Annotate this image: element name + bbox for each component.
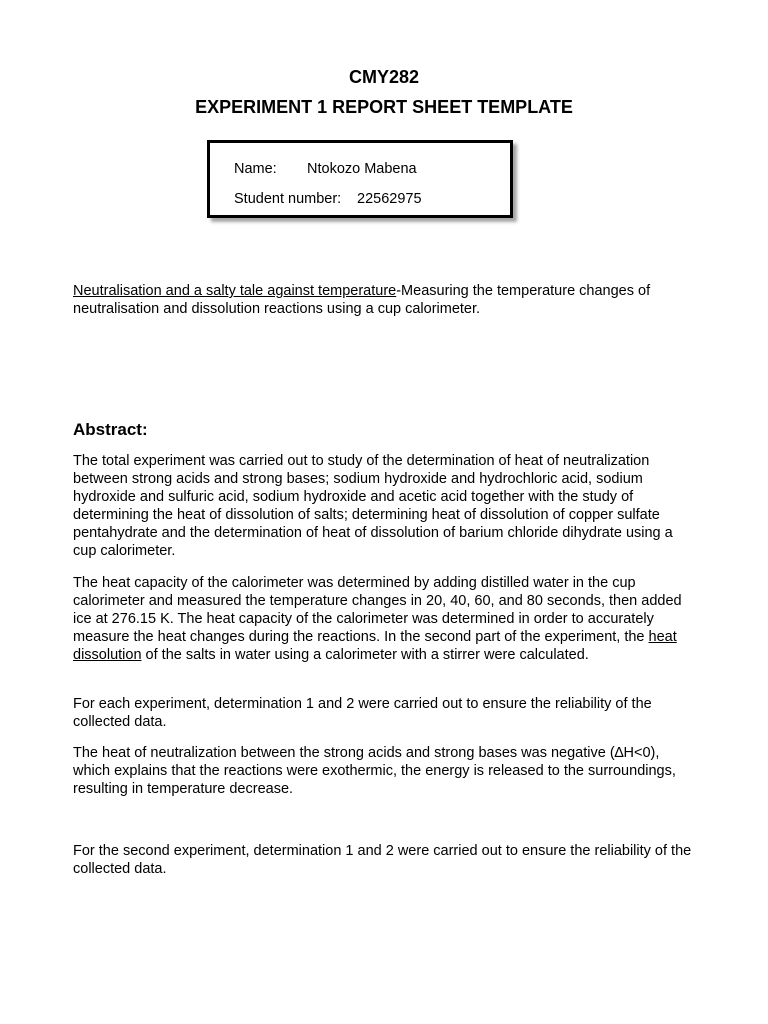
subtitle-rest: -Measuring the temperature changes of neutralisation and dissolution reactions using a cup calorimeter. <box>73 283 651 317</box>
student-number-value: 22562975 <box>357 191 422 207</box>
subtitle-underlined: Neutralisation and a salty tale against temperature <box>73 283 397 299</box>
abstract-paragraph-4: The heat of neutralization between the strong acids and strong bases was negative (∆H<0), which explains that the reactions were exothermic, the energy is released to the surroundings, resulting in temperature decrease. <box>73 745 676 797</box>
name-label: Name: <box>234 161 277 177</box>
student-number-row <box>234 191 422 207</box>
student-number-label: Student number: <box>234 191 342 207</box>
experiment-subtitle <box>73 282 695 318</box>
p2-underlined-term: heat dissolution <box>73 629 677 663</box>
name-value: Ntokozo Mabena <box>307 161 417 177</box>
abstract-heading: Abstract: <box>73 420 148 439</box>
abstract-paragraph-2 <box>73 574 695 664</box>
p2-text-after: of the salts in water using a calorimeter with a stirrer were calculated. <box>141 647 589 663</box>
abstract-paragraph-3: For each experiment, determination 1 and 2 were carried out to ensure the reliability of the collected data. <box>73 696 652 730</box>
student-name-row <box>234 161 417 177</box>
abstract-paragraph-1: The total experiment was carried out to study of the determination of heat of neutralization between strong acids and strong bases; sodium hydroxide and hydrochloric acid, sodium hydroxide and sulfuric acid, sodium hydroxide and acetic acid together with the study of determining the heat of dissolution of salts; determining heat of dissolution of copper sulfate pentahydrate and the determination of heat of dissolution of barium chloride dihydrate using a cup calorimeter. <box>73 453 673 559</box>
course-code: CMY282 <box>348 67 420 87</box>
document-title: EXPERIMENT 1 REPORT SHEET TEMPLATE <box>195 97 573 117</box>
student-info-box <box>207 140 513 218</box>
abstract-paragraph-5: For the second experiment, determination 1 and 2 were carried out to ensure the reliability of the collected data. <box>73 843 692 877</box>
p2-text-before: The heat capacity of the calorimeter was determined by adding distilled water in the cup calorimeter and measured the temperature changes in 20, 40, 60, and 80 seconds, then added ice at 276.15 K. The heat capacity of the calorimeter was determined in order to accurately measure the heat changes during the reactions. In the second part of the experiment, the <box>73 575 682 645</box>
